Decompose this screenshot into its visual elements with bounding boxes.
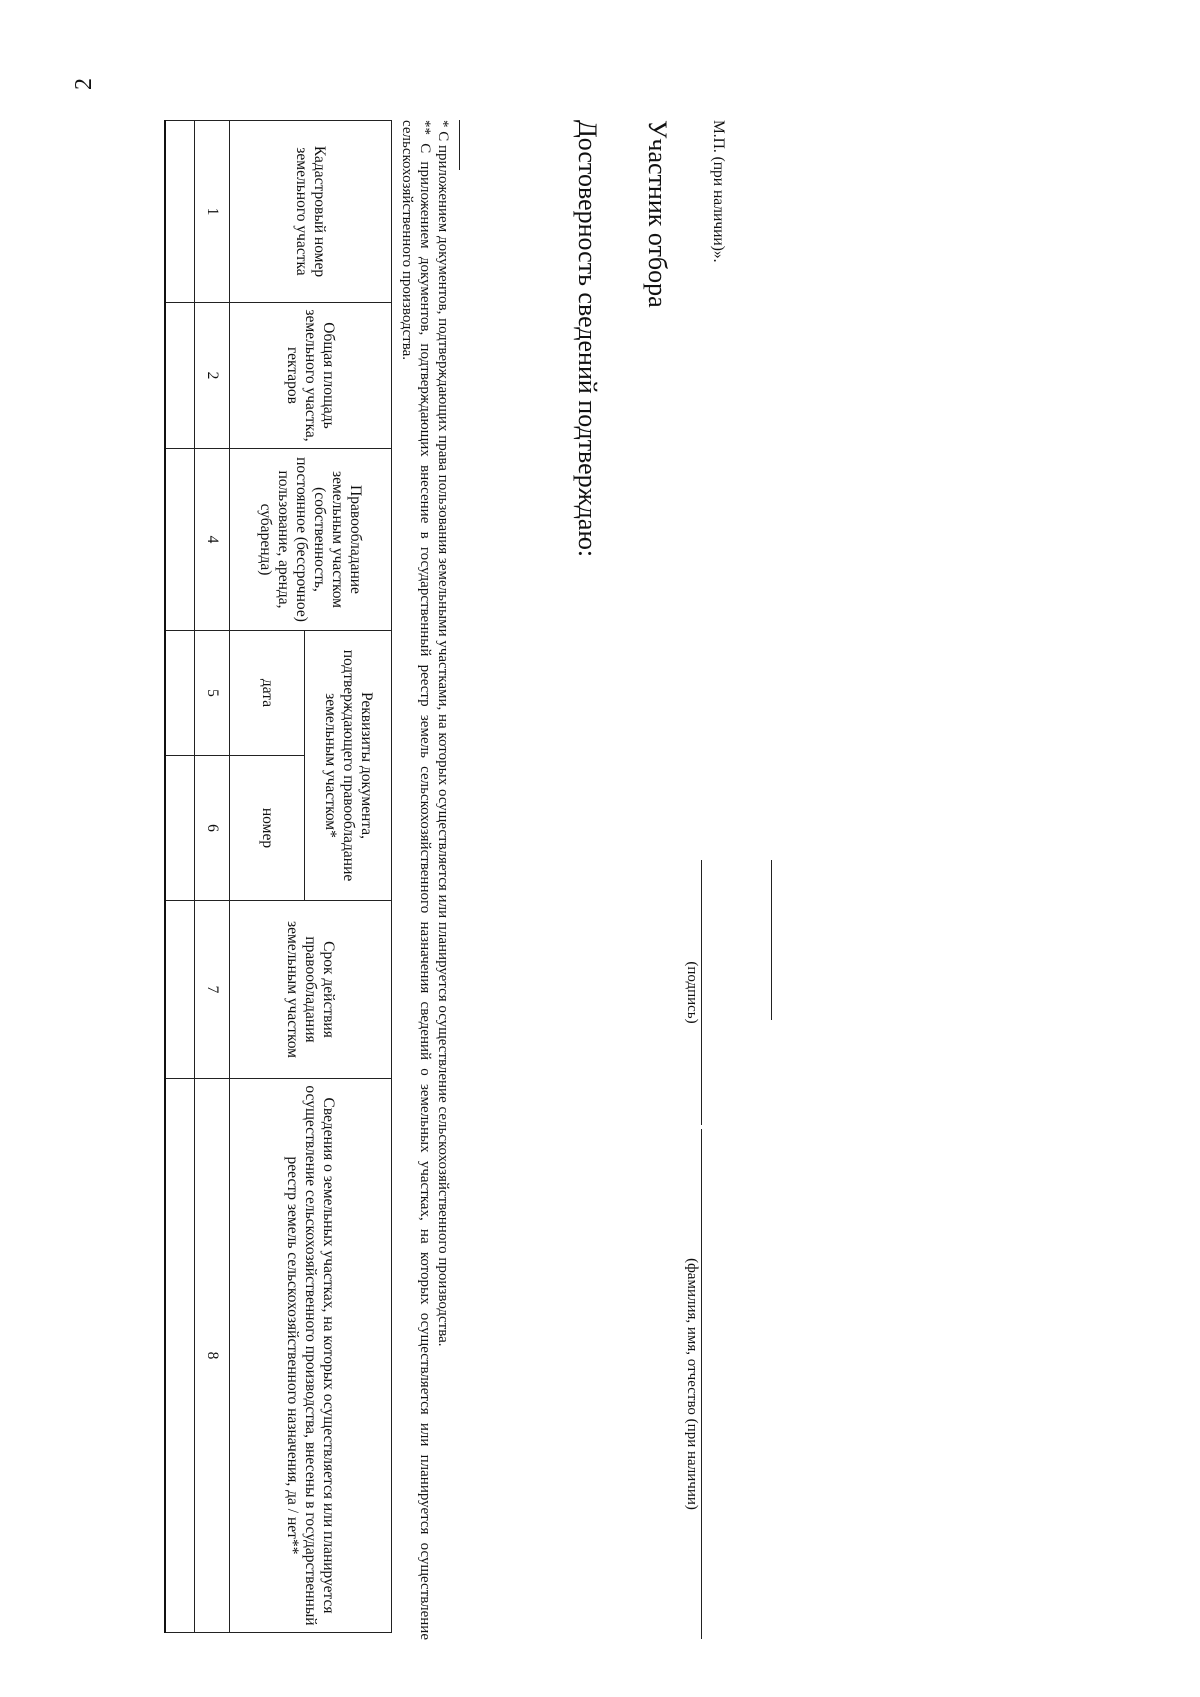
signature-caption: (подпись) bbox=[684, 961, 700, 1024]
header-cadastral-number: Кадастровый номер земельного участка bbox=[230, 121, 392, 303]
footnote-rule bbox=[459, 120, 460, 170]
column-number: 7 bbox=[195, 901, 230, 1079]
empty-cell bbox=[165, 1079, 195, 1633]
header-ownership-term: Срок действия правообладания земельным участком bbox=[230, 901, 392, 1079]
empty-cell bbox=[165, 631, 195, 756]
column-number: 5 bbox=[195, 631, 230, 756]
signature-line bbox=[701, 860, 702, 1125]
column-number: 4 bbox=[195, 449, 230, 631]
column-number: 2 bbox=[195, 303, 230, 449]
empty-cell bbox=[165, 121, 195, 303]
empty-cell bbox=[165, 303, 195, 449]
header-ownership-type: Правообладание земельным участком (собственность, постоянное (бессрочное) пользование, аренда, субаренда) bbox=[230, 449, 392, 631]
stamp-label: М.П. (при наличии)». bbox=[710, 120, 727, 263]
empty-data-row bbox=[165, 121, 195, 1633]
empty-cell bbox=[165, 901, 195, 1079]
column-number: 6 bbox=[195, 756, 230, 901]
column-number: 1 bbox=[195, 121, 230, 303]
header-document-number: номер bbox=[230, 756, 305, 901]
name-caption: (фамилия, имя, отчество (при наличии) bbox=[684, 1258, 700, 1510]
header-document-requisites: Реквизиты документа, подтверждающего правообладание земельным участком* bbox=[305, 631, 392, 901]
footnote-1: * С приложением документов, подтверждающих права пользования земельными участками, на которых осуществляется или планируется осуществление сельскохозяйственного производства. bbox=[435, 120, 451, 1347]
participant-label: Участник отбора bbox=[643, 120, 672, 308]
footnote-2: ** С приложением документов, подтверждающих внесение в государственный реестр земель сельскохозяйственного назначения сведений о земельных участках, на которых осуществляется или планируется осуществление сельскохозяйственного производства. bbox=[399, 120, 433, 1640]
empty-cell bbox=[165, 756, 195, 901]
short-signature-rule bbox=[771, 860, 772, 1020]
column-number: 8 bbox=[195, 1079, 230, 1633]
page-number: 2 bbox=[71, 78, 97, 90]
column-numbers-row bbox=[195, 121, 230, 1633]
confirmation-title: Достоверность сведений подтверждаю: bbox=[573, 120, 602, 558]
header-registry-info: Сведения о земельных участках, на которых осуществляется или планируется осуществление сельскохозяйственного производства, внесены в государственный реестр земель сельскохозяйственного назначения, да / нет** bbox=[230, 1079, 392, 1633]
land-plots-table bbox=[164, 120, 392, 1633]
footnotes bbox=[398, 120, 452, 1640]
header-document-date: дата bbox=[230, 631, 305, 756]
header-total-area: Общая площадь земельного участка, гектаров bbox=[230, 303, 392, 449]
name-line bbox=[701, 1129, 702, 1639]
empty-cell bbox=[165, 449, 195, 631]
